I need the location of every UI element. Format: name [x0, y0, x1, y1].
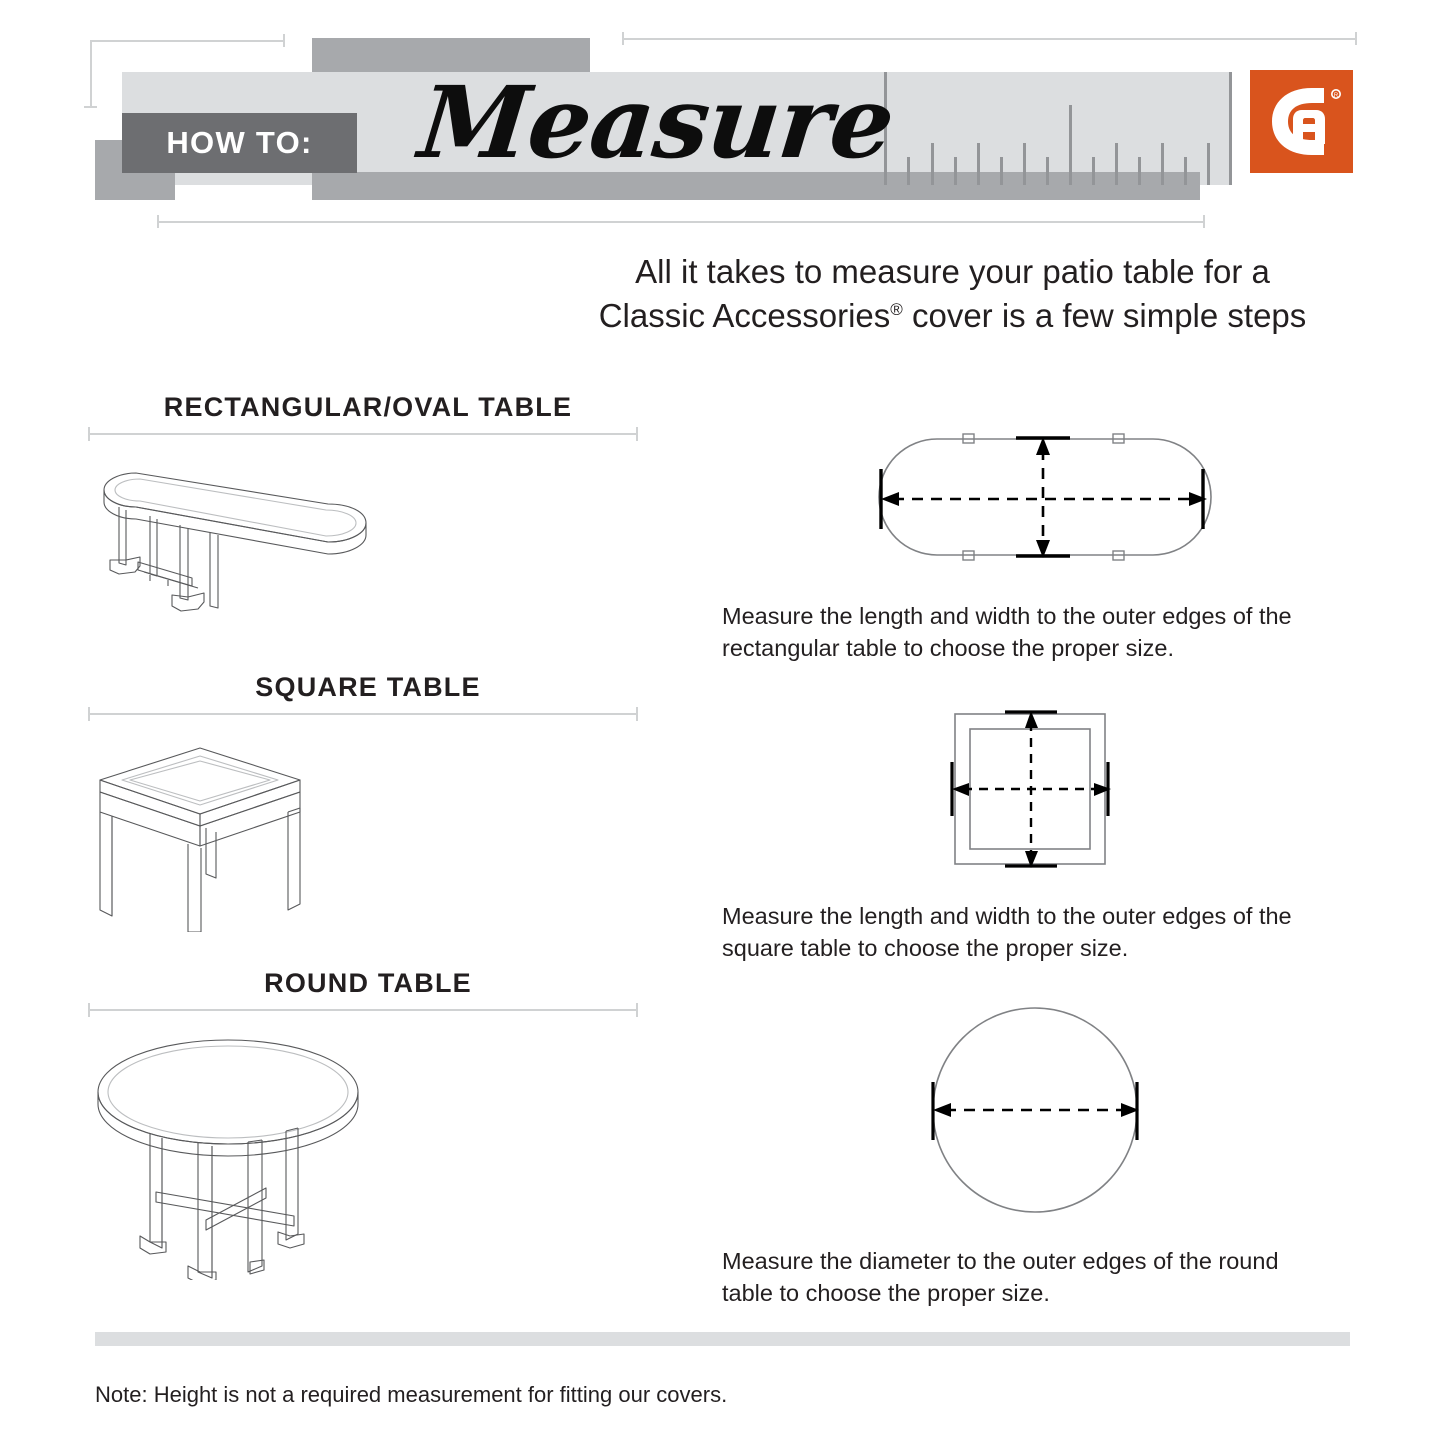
header-dim-topright-line	[622, 38, 1357, 40]
registered-mark-icon: ®	[890, 299, 903, 319]
header-dim-left-vertical	[90, 40, 92, 108]
how-to-label: HOW TO:	[166, 125, 313, 160]
round-table-illustration	[88, 1030, 388, 1280]
section-rule-square	[88, 713, 638, 715]
page-title	[413, 58, 899, 188]
ruler-ticks	[884, 72, 1232, 185]
description-square	[722, 900, 1367, 965]
header-dim-topright-cap-right	[1355, 32, 1357, 45]
description-round-line-1: Measure the diameter to the outer edges of the round	[722, 1248, 1279, 1274]
subtitle-line-2	[520, 294, 1385, 338]
subtitle-line-2-rest: cover is a few simple steps	[902, 296, 1307, 334]
header-dim-bottom-line	[157, 221, 1205, 223]
header-dim-topright-cap-left	[622, 32, 624, 45]
header-dim-topleft-line	[90, 40, 285, 42]
subtitle	[520, 250, 1385, 338]
description-rectangular-oval	[722, 600, 1367, 665]
rectangular-oval-table-illustration	[88, 450, 418, 625]
section-title-rectangular-oval: RECTANGULAR/OVAL TABLE	[163, 392, 573, 422]
description-square-line-2: square table to choose the proper size.	[722, 935, 1129, 962]
section-rule-round	[88, 1009, 638, 1011]
square-table-illustration	[88, 732, 348, 932]
section-title-square: SQUARE TABLE	[255, 672, 481, 702]
section-rule-rectangular-oval	[88, 433, 638, 435]
description-round	[722, 1245, 1367, 1310]
description-rectangular-oval-line-1: Measure the length and width to the outer edges of the	[722, 603, 1292, 629]
circle-measurement-diagram	[915, 1000, 1155, 1220]
description-square-line-1: Measure the length and width to the outer edges of the	[722, 903, 1292, 929]
page-title-text: Measure	[413, 64, 899, 181]
subtitle-line-1: All it takes to measure your patio table for a	[635, 253, 1270, 290]
subtitle-brand: Classic Accessories	[598, 296, 891, 334]
header	[0, 0, 1445, 240]
description-round-line-2: table to choose the proper size.	[722, 1280, 1050, 1307]
description-rectangular-oval-line-2: rectangular table to choose the proper size.	[722, 635, 1174, 662]
how-to-chip	[122, 113, 357, 173]
svg-text:R: R	[1333, 93, 1339, 99]
header-dim-bottom-cap-left	[157, 215, 159, 228]
classic-accessories-logo	[1250, 70, 1353, 173]
header-dim-left-cap-bottom	[84, 106, 97, 108]
oval-measurement-diagram	[865, 425, 1225, 585]
section-title-round: ROUND TABLE	[264, 968, 472, 998]
footer-divider	[95, 1332, 1350, 1346]
square-measurement-diagram	[935, 700, 1125, 880]
header-dim-topleft-cap-right	[283, 34, 285, 47]
footer-note: Note: Height is not a required measurement for fitting our covers.	[95, 1382, 728, 1407]
header-dim-bottom-cap-right	[1203, 215, 1205, 228]
